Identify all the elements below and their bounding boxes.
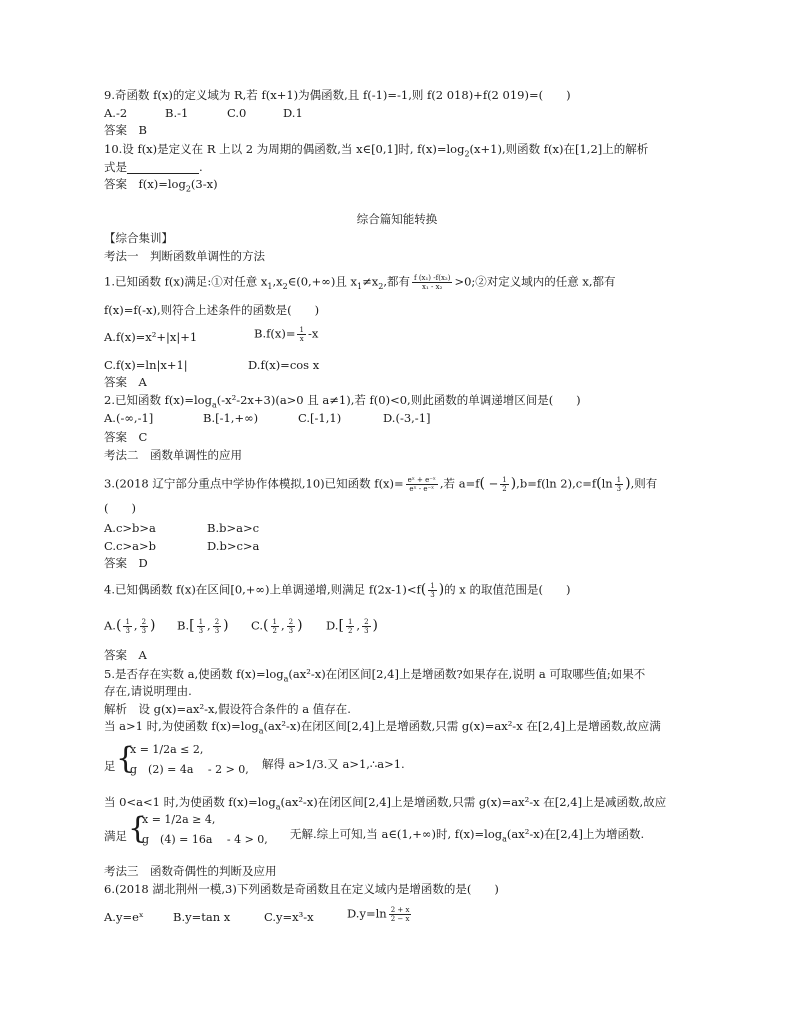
method-2-heading: 考法二 函数单调性的应用: [104, 448, 242, 462]
q9-option-d: D.1: [283, 106, 303, 120]
q4-option-d: D.[ $\frac{1}{2}$ , $\frac{2}{3}$ ): [326, 617, 378, 635]
answer-blank: [127, 162, 199, 174]
q5-solution-line4: 当 0<a<1 时,为使函数 $f(x)=\log_a(ax^2-x)$在闭区间[2,4]上是增函数,只需 g(x)=ax²-x 在[2,4]上是减函数,故应: [104, 795, 667, 812]
q3-option-c: C.c>a>b: [104, 539, 156, 553]
q2-option-a: A.(-∞,-1]: [104, 411, 154, 425]
group-title: 【综合集训】: [104, 231, 173, 245]
q4-stem: 4.已知偶函数 f(x)在区间[0,+∞)上单调递增,则满足 f(2x-1)<f( $\frac{1}{3}$ )的 x 的取值范围是( ): [104, 581, 571, 599]
q6-option-d: D.y=ln $\frac{2 + x}{2 - x}$: [347, 906, 410, 923]
q1-option-a: A.f(x)=x²+|x|+1: [104, 330, 198, 344]
q2-stem: 2.已知函数 $f(x)=\log_a(-x^2-2x+3)(a>0$ 且 a≠1),若 f(0)<0,则此函数的单调递增区间是( ): [104, 393, 581, 410]
q1-option-c: C.f(x)=ln|x+1|: [104, 358, 188, 372]
q10-stem-line2: 式是 .: [104, 160, 203, 174]
q5-line1: 5.是否存在实数 a,使函数 $f(x)=\log_a(ax^2-x)$在闭区间[2,4]上是增函数?如果存在,说明 a 可取哪些值;如果不: [104, 667, 646, 684]
q6-option-a: A.y=eˣ: [104, 910, 144, 924]
q5-solution-line2: 当 a>1 时,为使函数 $f(x)=\log_a(ax^2-x)$在闭区间[2,4]上是增函数,只需 g(x)=ax²-x 在[2,4]上是增函数,故应满: [104, 719, 661, 736]
q1-stem-line2: f(x)=f(-x),则符合上述条件的函数是( ): [104, 303, 320, 317]
q2-option-b: B.[-1,+∞): [203, 411, 259, 425]
q9-stem: 9.奇函数 f(x)的定义域为 R,若 f(x+1)为偶函数,且 f(-1)=-1,则 f(2 018)+f(2 019)=( ): [104, 88, 571, 102]
left-brace-2: {: [128, 811, 148, 846]
method-3-heading: 考法三 函数奇偶性的判断及应用: [104, 864, 277, 878]
q3-stem: 3.(2018 辽宁部分重点中学协作体模拟,10)已知函数 f(x)= $\frac{\text{eˣ + e⁻ˣ}}{\text{eˣ - e⁻ˣ}}$ ,若 a=f( − $\frac{1}{2}$ ),b=f(ln 2),c=f(ln $\frac{1}{3}$ ),则有: [104, 475, 658, 493]
method-1-heading: 考法一 判断函数单调性的方法: [104, 249, 265, 263]
q3-option-a: A.c>b>a: [104, 521, 156, 535]
q1-option-b: B.f(x)= $\frac{1}{x}$ -x: [254, 326, 319, 343]
q5-solution-line5: 无解.综上可知,当 a∈(1,+∞)时, $f(x)=\log_a(ax^2-x)$在[2,4]上为增函数.: [290, 827, 645, 844]
q1-stem-line1: 1.已知函数 f(x)满足:①对任意 $x_1,x_2\in(0,+\infty)$且 $x_1\ne x_2$,都有 $\frac{\text{f (x₁) -f(x₂)}}{\text{x₁ - x₂}}$ >0;②对定义域内的任意 x,都有: [104, 274, 616, 291]
q9-option-a: A.-2: [104, 106, 128, 120]
q5-system1-row2: g (2) = 4a - 2 > 0,: [130, 763, 249, 776]
q5-solution-line3: 解得 a>1/3.又 a>1,∴a>1.: [262, 757, 405, 771]
q9-option-c: C.0: [227, 106, 247, 120]
q6-option-c: C.y=x³-x: [264, 910, 314, 924]
q1-fraction: $\frac{\text{f (x₁) -f(x₂)}}{\text{x₁ - x₂}}$: [414, 274, 451, 291]
q2-option-c: C.[-1,1): [298, 411, 342, 425]
section-title: 综合篇知能转换: [356, 212, 438, 226]
q5-system2-row1: x = 1/2a ≥ 4,: [142, 813, 216, 826]
q1-option-d: D.f(x)=cos x: [248, 358, 320, 372]
q6-option-b: B.y=tan x: [173, 910, 231, 924]
q10-stem-line1: 10.设 f(x)是定义在 R 上以 2 为周期的偶函数,当 x∈[0,1]时, $f(x)=\log_2(x+1)$,则函数 f(x)在[1,2]上的解析: [104, 142, 649, 159]
q9-option-b: B.-1: [165, 106, 189, 120]
q3-paren: ( ): [104, 501, 136, 515]
left-brace-1: {: [116, 741, 136, 776]
q4-answer: 答案 A: [104, 648, 147, 662]
q2-answer: 答案 C: [104, 430, 148, 444]
q5-system2-row2: g (4) = 16a - 4 > 0,: [142, 833, 268, 846]
q5-satisfy-label-1: 足: [104, 759, 116, 773]
q4-option-c: C.( $\frac{1}{2}$ , $\frac{2}{3}$ ): [251, 617, 303, 635]
q2-option-d: D.(-3,-1]: [383, 411, 431, 425]
q5-solution-line1: 解析 设 g(x)=ax²-x,假设符合条件的 a 值存在.: [104, 702, 351, 716]
q6-stem: 6.(2018 湖北荆州一模,3)下列函数是奇函数且在定义域内是增函数的是( ): [104, 882, 499, 896]
q10-answer: 答案 $f(x)=\log_2(3-x)$: [104, 177, 218, 194]
q4-option-b: B.[ $\frac{1}{3}$ , $\frac{2}{3}$ ): [177, 617, 229, 635]
q4-option-a: A.( $\frac{1}{3}$ , $\frac{2}{3}$ ): [104, 617, 156, 635]
q1-answer: 答案 A: [104, 375, 147, 389]
q3-option-d: D.b>c>a: [207, 539, 260, 553]
q5-satisfy-label-2: 满足: [104, 829, 127, 843]
q3-option-b: B.b>a>c: [207, 521, 260, 535]
q3-answer: 答案 D: [104, 556, 148, 570]
q5-line2: 存在,请说明理由.: [104, 684, 192, 698]
q5-system1-row1: x = 1/2a ≤ 2,: [130, 743, 204, 756]
q9-answer: 答案 B: [104, 123, 147, 137]
